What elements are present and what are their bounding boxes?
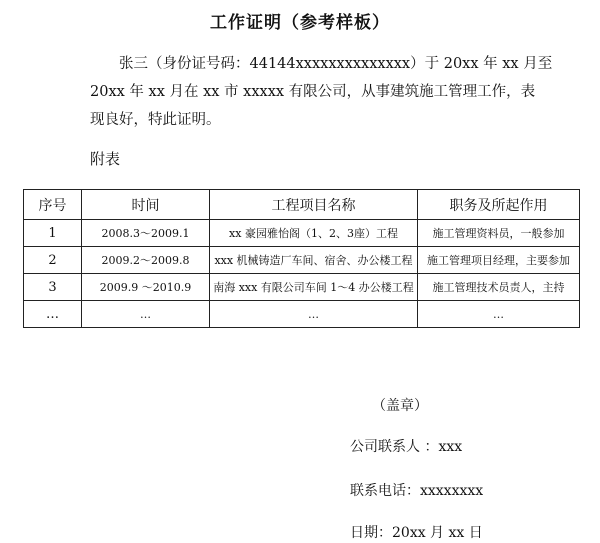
- table-row: [24, 220, 580, 247]
- table-row: [24, 301, 580, 328]
- appendix-label: 附表: [90, 150, 121, 168]
- cell-period: 2008.3～2009.1: [82, 220, 210, 247]
- work-history-table: [23, 189, 580, 328]
- table-header-row: [24, 190, 580, 220]
- cell-period: 2009.2～2009.8: [82, 247, 210, 274]
- cell-project-name: xx 豪园雅怡阁（1、2、3座）工程: [210, 220, 418, 247]
- cell-role: 施工管理技术员责人，主持: [418, 274, 580, 301]
- cell-index: 2: [24, 247, 82, 274]
- body-line-1: 张三（身份证号码：44144xxxxxxxxxxxxxx）于 20xx 年 xx 月至: [119, 56, 553, 72]
- cell-index: 3: [24, 274, 82, 301]
- certificate-body: [90, 50, 553, 134]
- header-role: 职务及所起作用: [418, 190, 580, 220]
- contact-phone: 联系电话：xxxxxxxx: [350, 483, 484, 499]
- cell-index: 1: [24, 220, 82, 247]
- table-row: [24, 274, 580, 301]
- table-row: [24, 247, 580, 274]
- document-title: 工作证明（参考样板）: [210, 13, 390, 33]
- cell-role: …: [418, 301, 580, 328]
- cell-index: …: [24, 301, 82, 328]
- cell-project-name: …: [210, 301, 418, 328]
- header-project-name: 工程项目名称: [210, 190, 418, 220]
- company-contact: 公司联系人 ：xxx: [350, 439, 463, 455]
- body-line-3: 现良好，特此证明。: [90, 112, 221, 128]
- body-line-2: 20xx 年 xx 月在 xx 市 xxxxx 有限公司，从事建筑施工管理工作，表: [90, 84, 536, 100]
- cell-project-name: 南海 xxx 有限公司车间 1～4 办公楼工程: [210, 274, 418, 301]
- cell-period: 2009.9 ～2010.9: [82, 274, 210, 301]
- cell-project-name: xxx 机械铸造厂车间、宿舍、办公楼工程: [210, 247, 418, 274]
- header-period: 时间: [82, 190, 210, 220]
- cell-role: 施工管理资料员，一般参加: [418, 220, 580, 247]
- cell-role: 施工管理项目经理，主要参加: [418, 247, 580, 274]
- certificate-date: 日期：20xx 月 xx 日: [350, 525, 483, 541]
- header-index: 序号: [24, 190, 82, 220]
- cell-period: …: [82, 301, 210, 328]
- company-stamp-label: （盖章）: [372, 398, 428, 414]
